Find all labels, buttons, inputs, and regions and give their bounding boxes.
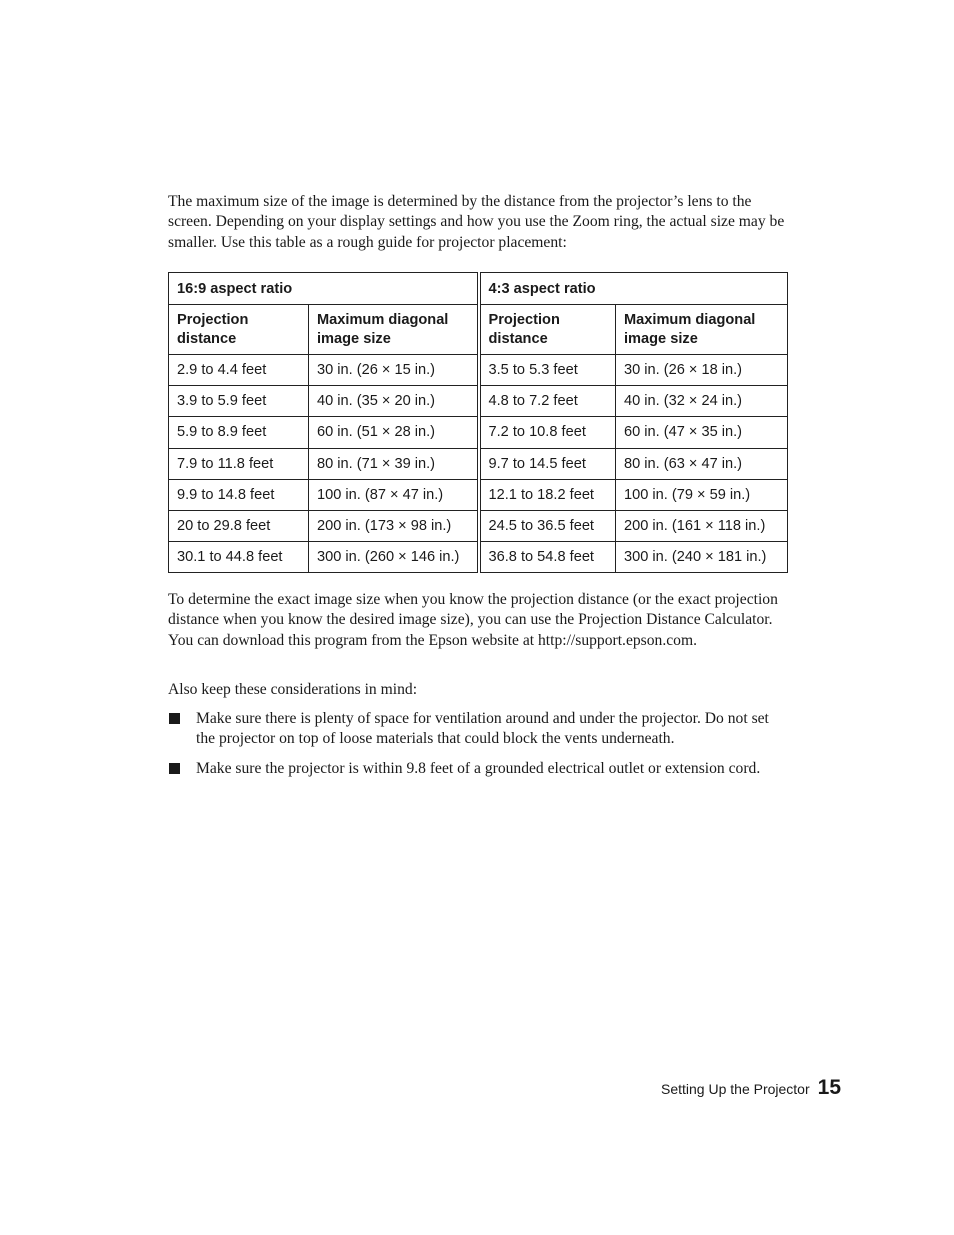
page-footer: [661, 1076, 841, 1100]
table-cell: 200 in. (161 × 118 in.): [616, 510, 788, 541]
table-row: [169, 510, 788, 541]
aspect-ratio-row: [169, 273, 788, 305]
table-cell: 300 in. (260 × 146 in.): [309, 542, 479, 573]
table-cell: 60 in. (47 × 35 in.): [616, 417, 788, 448]
table-cell: 80 in. (63 × 47 in.): [616, 448, 788, 479]
footer-section-title: Setting Up the Projector: [661, 1081, 810, 1097]
table-cell: 300 in. (240 × 181 in.): [616, 542, 788, 573]
list-item: [168, 709, 786, 750]
column-header-row: [169, 305, 788, 355]
table-cell: 60 in. (51 × 28 in.): [309, 417, 479, 448]
table-cell: 9.7 to 14.5 feet: [479, 448, 616, 479]
page-number: 15: [817, 1076, 841, 1099]
table-cell: 12.1 to 18.2 feet: [479, 479, 616, 510]
col-header-max-image-size: Maximum diagonal image size: [309, 305, 479, 355]
table-row: [169, 355, 788, 386]
table-cell: 24.5 to 36.5 feet: [479, 510, 616, 541]
ratio-4-3-header: 4:3 aspect ratio: [479, 273, 788, 305]
table-row: [169, 479, 788, 510]
table-cell: 200 in. (173 × 98 in.): [309, 510, 479, 541]
col-header-max-image-size: Maximum diagonal image size: [616, 305, 788, 355]
ratio-16-9-header: 16:9 aspect ratio: [169, 273, 479, 305]
table-cell: 2.9 to 4.4 feet: [169, 355, 309, 386]
col-header-projection-distance: Projection distance: [479, 305, 616, 355]
table-cell: 100 in. (87 × 47 in.): [309, 479, 479, 510]
table-cell: 30 in. (26 × 18 in.): [616, 355, 788, 386]
calculator-paragraph: To determine the exact image size when you know the projection distance (or the exact projection distance when you know the desired image size), you can use the Projection Distance Calculator. You can download this program from the Epson website at http://support.epson.com.: [168, 591, 778, 649]
table-cell: 7.9 to 11.8 feet: [169, 448, 309, 479]
square-bullet-icon: [169, 763, 180, 774]
table-cell: 40 in. (32 × 24 in.): [616, 386, 788, 417]
table-cell: 9.9 to 14.8 feet: [169, 479, 309, 510]
square-bullet-icon: [169, 713, 180, 724]
list-item: [168, 759, 786, 779]
table-cell: 5.9 to 8.9 feet: [169, 417, 309, 448]
list-item-text: Make sure there is plenty of space for ventilation around and under the projector. Do not set the projector on top of loose materials that could block the vents underneath.: [196, 710, 769, 748]
considerations-intro: Also keep these considerations in mind:: [168, 681, 418, 698]
table-cell: 40 in. (35 × 20 in.): [309, 386, 479, 417]
intro-paragraph: The maximum size of the image is determined by the distance from the projector’s lens to the screen. Depending on your display settings and how you use the Zoom ring, the actual size may be smaller. Use this table as a rough guide for projector placement:: [168, 193, 785, 251]
list-item-text: Make sure the projector is within 9.8 feet of a grounded electrical outlet or extension cord.: [196, 759, 761, 777]
table-cell: 36.8 to 54.8 feet: [479, 542, 616, 573]
table-cell: 3.5 to 5.3 feet: [479, 355, 616, 386]
table-cell: 80 in. (71 × 39 in.): [309, 448, 479, 479]
table-row: [169, 417, 788, 448]
table-row: [169, 386, 788, 417]
table-cell: 20 to 29.8 feet: [169, 510, 309, 541]
table-row: [169, 542, 788, 573]
projection-distance-table: [168, 272, 788, 573]
table-cell: 7.2 to 10.8 feet: [479, 417, 616, 448]
considerations-list: [168, 709, 786, 788]
table-row: [169, 448, 788, 479]
table-cell: 30 in. (26 × 15 in.): [309, 355, 479, 386]
col-header-projection-distance: Projection distance: [169, 305, 309, 355]
table-cell: 30.1 to 44.8 feet: [169, 542, 309, 573]
table-cell: 4.8 to 7.2 feet: [479, 386, 616, 417]
table-cell: 100 in. (79 × 59 in.): [616, 479, 788, 510]
table-cell: 3.9 to 5.9 feet: [169, 386, 309, 417]
